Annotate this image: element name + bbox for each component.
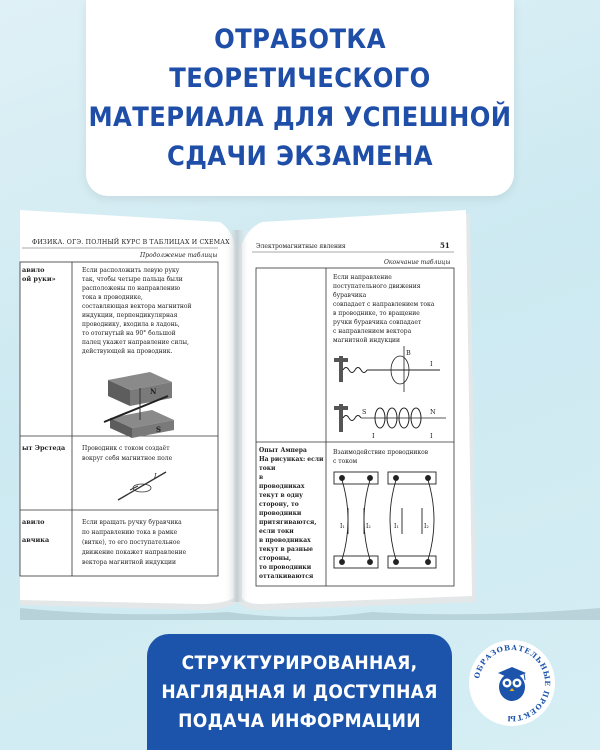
gimlet2-label-s: S (362, 408, 367, 416)
magnet-label-n: N (150, 387, 157, 396)
svg-text:авчика: авчика (22, 536, 50, 544)
svg-text:ой руки»: ой руки» (22, 275, 56, 283)
svg-text:поступательного движения: поступательного движения (333, 283, 421, 290)
svg-text:если токи: если токи (259, 528, 294, 535)
gimlet1-label-i: I (430, 360, 433, 368)
owl-icon (498, 667, 526, 701)
svg-text:авило: авило (22, 518, 45, 526)
svg-text:текут в разные: текут в разные (259, 546, 313, 553)
subline-line-3: ПОДАЧА ИНФОРМАЦИИ (178, 709, 421, 732)
svg-text:ыт Эрстеда: ыт Эрстеда (22, 444, 66, 452)
gimlet2-label-n: N (430, 408, 436, 416)
right-page (242, 210, 472, 604)
oersted-label-i: I (154, 472, 157, 480)
svg-text:буравчика: буравчика (333, 292, 367, 299)
gimlet2-label-i-right: I (430, 432, 433, 440)
gimlet1-label-b: B (406, 349, 411, 357)
svg-text:индукции, перпендикулярная: индукции, перпендикулярная (82, 312, 178, 319)
svg-text:магнитной индукции: магнитной индукции (333, 337, 401, 344)
svg-text:палец укажет направление силы,: палец укажет направление силы, (82, 339, 189, 346)
ampere1-label-i1: I₁ (340, 523, 345, 530)
svg-text:в: в (259, 474, 264, 481)
svg-text:Опыт Ампера: Опыт Ампера (259, 447, 307, 454)
ampere2-label-i2: I₂ (424, 523, 429, 530)
svg-text:притягиваются,: притягиваются, (259, 519, 317, 526)
svg-text:действующей на проводник.: действующей на проводник. (82, 348, 173, 355)
svg-text:вектора магнитной индукции: вектора магнитной индукции (82, 559, 176, 566)
svg-text:движение покажет направление: движение покажет направление (82, 549, 187, 556)
subline-line-2: НАГЛЯДНАЯ И ДОСТУПНАЯ (161, 680, 438, 703)
svg-text:ручки буравчика совпадает: ручки буравчика совпадает (333, 319, 422, 326)
svg-text:Если расположить левую руку: Если расположить левую руку (82, 267, 180, 274)
svg-text:так, чтобы четыре пальца были: так, чтобы четыре пальца были (82, 276, 183, 283)
svg-text:то проводники: то проводники (259, 564, 312, 571)
svg-text:вокруг себя магнитное поле: вокруг себя магнитное поле (82, 455, 173, 462)
ampere2-label-i1: I₁ (394, 523, 399, 530)
headline-line-1: ОТРАБОТКА ТЕОРЕТИЧЕСКОГО (169, 24, 431, 94)
left-page-header: ФИЗИКА. ОГЭ. ПОЛНЫЙ КУРС В ТАБЛИЦАХ И СХЕМАХ (32, 239, 230, 246)
right-page-subheader: Окончание таблицы (384, 259, 451, 266)
svg-text:отталкиваются: отталкиваются (259, 573, 314, 580)
svg-text:совпадает с направлением тока: совпадает с направлением тока (333, 301, 435, 308)
svg-text:в проводниках: в проводниках (259, 537, 311, 544)
svg-text:с направлением вектора: с направлением вектора (333, 328, 412, 335)
svg-text:составляющая вектора магнитной: составляющая вектора магнитной (82, 303, 192, 310)
headline-line-3: СДАЧИ ЭКЗАМЕНА (167, 141, 433, 172)
svg-text:Если вращать ручку буравчика: Если вращать ручку буравчика (82, 519, 182, 526)
logo-text: ОБРАЗОВАТЕЛЬНЫЕ ПРОЕКТЫ (472, 642, 553, 724)
open-book (0, 210, 600, 620)
right-page-header: Электромагнитные явления (256, 243, 346, 250)
svg-text:тока в проводнике,: тока в проводнике, (82, 294, 143, 301)
subline-card (147, 634, 452, 750)
svg-text:На рисунках: если: На рисунках: если (259, 456, 324, 463)
svg-text:проводники: проводники (259, 510, 302, 517)
svg-text:проводниках: проводниках (259, 483, 305, 490)
headline-card (86, 0, 514, 196)
svg-text:расположены по направлению: расположены по направлению (82, 285, 181, 292)
svg-text:с током: с током (333, 458, 358, 465)
svg-text:по направлению тока в рамке: по направлению тока в рамке (82, 529, 178, 536)
magnet-label-s: S (156, 425, 162, 434)
left-row-2-label (22, 444, 66, 452)
gimlet2-label-i-left: I (372, 432, 375, 440)
svg-text:(витке), то его поступательное: (витке), то его поступательное (82, 539, 181, 546)
publisher-logo (468, 639, 556, 727)
right-page-number: 51 (440, 241, 450, 250)
svg-text:Проводник с током создаёт: Проводник с током создаёт (82, 445, 170, 452)
ampere1-label-i2: I₂ (366, 523, 371, 530)
svg-text:токи: токи (259, 465, 276, 472)
subline-line-1: СТРУКТУРИРОВАННАЯ, (181, 651, 418, 674)
svg-text:проводнику, входила в ладонь,: проводнику, входила в ладонь, (82, 321, 180, 328)
svg-text:авило: авило (22, 266, 45, 274)
svg-text:то отогнутый на 90° большой: то отогнутый на 90° большой (82, 330, 176, 337)
left-page-subheader: Продолжение таблицы (140, 252, 218, 259)
svg-text:Если направление: Если направление (333, 274, 392, 281)
svg-text:стороны,: стороны, (259, 555, 292, 562)
svg-text:текут в одну: текут в одну (259, 492, 304, 499)
svg-text:Взаимодействие проводников: Взаимодействие проводников (333, 449, 429, 456)
svg-text:сторону, то: сторону, то (259, 501, 299, 508)
headline-line-2: МАТЕРИАЛА ДЛЯ УСПЕШНОЙ (88, 102, 512, 133)
svg-text:в проводнике, то вращение: в проводнике, то вращение (333, 310, 420, 317)
